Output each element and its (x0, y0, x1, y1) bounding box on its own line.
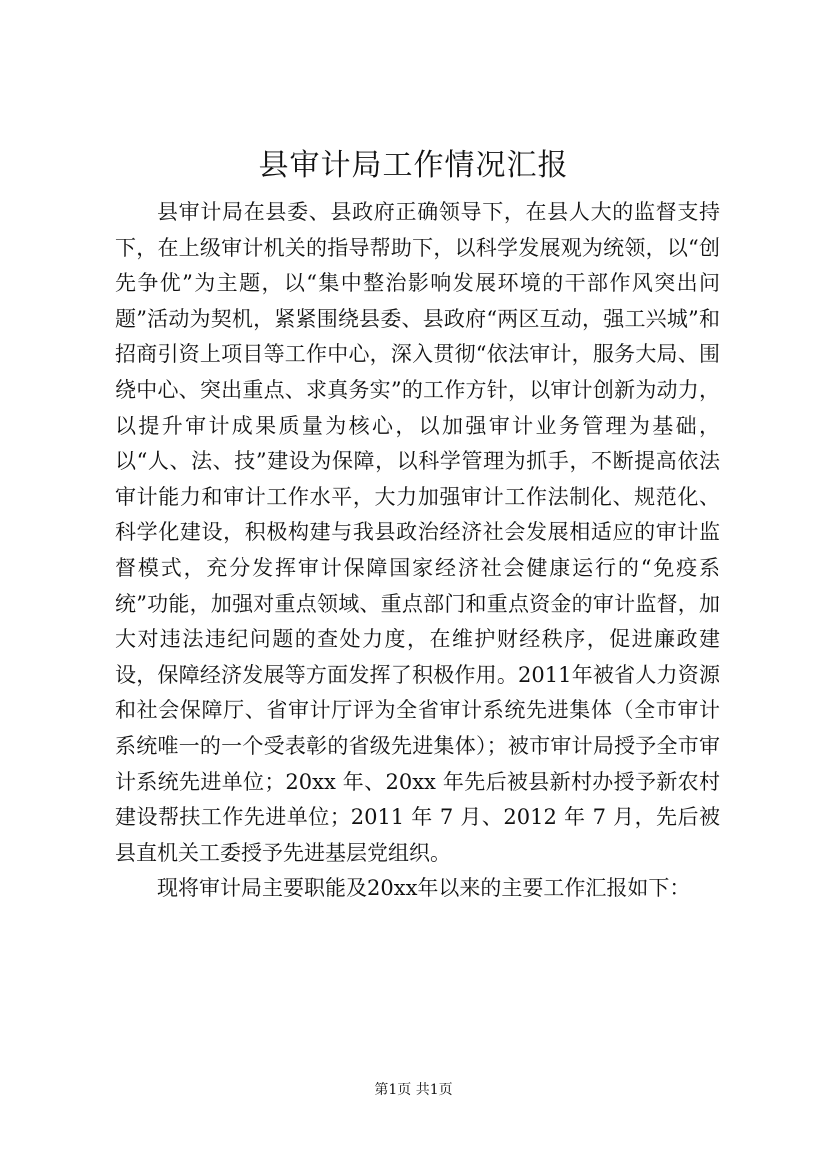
body-paragraph-1: 县审计局在县委、县政府正确领导下，在县人大的监督支持下，在上级审计机关的指导帮助下，以科学发展观为统领，以“创先争优”为主题，以“集中整治影响发展环境的干部作风突出问题”活动为契机，紧紧围绕县委、县政府“两区互动，强工兴城”和招商引资上项目等工作中心，深入贯彻“依法审计，服务大局、围绕中心、突出重点、求真务实”的工作方针，以审计创新为动力，以提升审计成果质量为核心，以加强审计业务管理为基础，以“人、法、技”建设为保障，以科学管理为抓手，不断提高依法审计能力和审计工作水平，大力加强审计工作法制化、规范化、科学化建设，积极构建与我县政治经济社会发展相适应的审计监督模式，充分发挥审计保障国家经济社会健康运行的“免疫系统”功能，加强对重点领域、重点部门和重点资金的审计监督，加大对违法违纪问题的查处力度，在维护财经秩序，促进廉政建设，保障经济发展等方面发挥了积极作用。2011年被省人力资源和社会保障厅、省审计厅评为全省审计系统先进集体（全市审计系统唯一的一个受表彰的省级先进集体）；被市审计局授予全市审计系统先进单位；20xx 年、20xx 年先后被县新村办授予新农村建设帮扶工作先进单位；2011 年 7 月、2012 年 7 月，先后被县直机关工委授予先进基层党组织。 (115, 200, 720, 865)
document-body (115, 195, 720, 907)
body-paragraph-2: 现将审计局主要职能及20xx年以来的主要工作汇报如下： (157, 876, 691, 901)
document-title: 县审计局工作情况汇报 (258, 148, 569, 183)
page-footer: 第1页 共1页 (374, 1082, 453, 1098)
